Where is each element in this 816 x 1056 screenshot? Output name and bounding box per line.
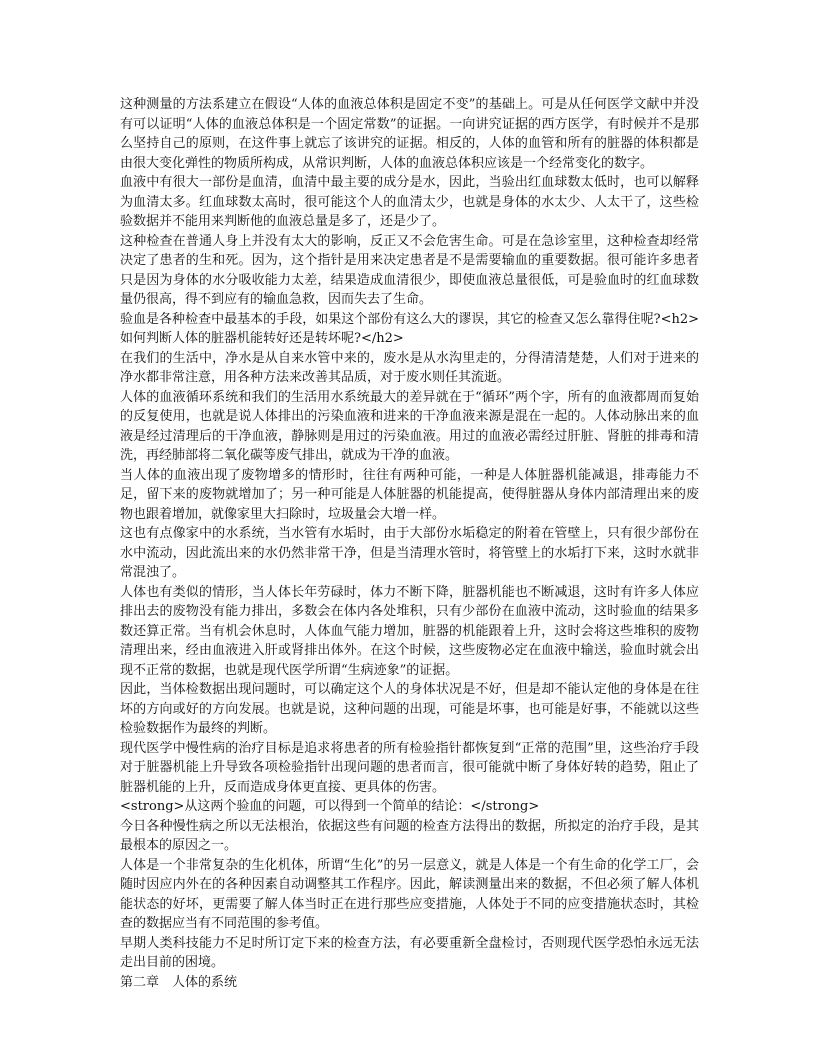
paragraph-waste-increase: 当人体的血液出现了废物增多的情形时，往往有两种可能，一种是人体脏器机能减退，排毒能力不足，留下来的废物就增加了；另一种可能是人体脏器的机能提高，使得脏器从身体内部清理出来的废物也跟着增加，就像家里大扫除时，垃圾量会大增一样。	[120, 467, 699, 522]
paragraph-conclusion-uncertain: 因此，当体检数据出现问题时，可以确定这个人的身体状况是不好，但是却不能认定他的身体是在往坏的方向或好的方向发展。也就是说，这种问题的出现，可能是坏事，也可能是好事，不能就以这些检验数据作为最终的判断。	[120, 682, 699, 736]
paragraph-strong-conclusion: <strong>从这两个验血的问题，可以得到一个简单的结论：</strong>	[120, 799, 540, 814]
paragraph-blood-volume-assumption: 这种测量的方法系建立在假设“人体的血液总体积是固定不变”的基础上。可是从任何医学文献中并没有可以证明“人体的血液总体积是一个固定常数”的证据。一向讲究证据的西方医学，有时候并不是那么坚持自己的原则，在这件事上就忘了该讲究的证据。相反的，人体的血管和所有的脏器的体积都是由很大变化弹性的物质所构成，从常识判断，人体的血液总体积应该是一个经常变化的数字。	[120, 97, 699, 171]
paragraph-emergency-room: 这种检查在普通人身上并没有太大的影响，反正又不会危害生命。可是在急诊室里，这种检查却经常决定了患者的生和死。因为，这个指针是用来决定患者是不是需要输血的重要数据。很可能许多患者只是因为身体的水分吸收能力太差，结果造成血清很少，即使血液总量很低，可是验血时的红血球数量仍很高，得不到应有的输血急救，因而失去了生命。	[120, 233, 699, 307]
paragraph-water-system: 在我们的生活中，净水是从自来水管中来的，废水是从水沟里走的，分得清清楚楚，人们对于进来的净水都非常注意，用各种方法来改善其品质，对于废水则任其流逝。	[120, 350, 699, 385]
paragraph-pipe-scale: 这也有点像家中的水系统，当水管有水垢时，由于大部份水垢稳定的附着在管壁上，只有很少部份在水中流动，因此流出来的水仍然非常干净，但是当清理水管时，将管壁上的水垢打下来，这时水就非常混浊了。	[120, 526, 699, 580]
paragraph-chronic-treatment: 现代医学中慢性病的治疗目标是追求将患者的所有检验指针都恢复到“正常的范围”里，这些治疗手段对于脏器机能上升导致各项检验指针出现问题的患者而言，很可能就中断了身体好转的趋势，阻止了脏器机能的上升，反而造成身体更直接、更具体的伤害。	[120, 740, 699, 795]
document-body	[120, 95, 699, 992]
paragraph-blood-test-basis: 验血是各种检查中最基本的手段，如果这个部份有这么大的谬误，其它的检查又怎么靠得住呢?<h2>如何判断人体的脏器机能转好还是转坏呢?</h2>	[120, 311, 699, 346]
paragraph-serum-explanation: 血液中有很大一部份是血清，血清中最主要的成分是水，因此，当验出红血球数太低时，也可以解释为血清太多。红血球数太高时，很可能这个人的血清太少，也就是身体的水太少、人太干了，这些检验数据并不能用来判断他的血液总量是多了，还是少了。	[120, 175, 699, 229]
chapter-heading: 第二章 人体的系统	[120, 974, 238, 990]
paragraph-root-cause: 今日各种慢性病之所以无法根治，依据这些有问题的检查方法得出的数据，所拟定的治疗手段，是其最根本的原因之一。	[120, 818, 699, 853]
paragraph-fatigue: 人体也有类似的情形，当人体长年劳碌时，体力不断下降，脏器机能也不断减退，这时有许多人体应排出去的废物没有能力排出，多数会在体内各处堆积，只有少部份在血液中流动，这时验血的结果多数还算正常。当有机会休息时，人体血气能力增加，脏器的机能跟着上升，这时会将这些堆积的废物清理出来，经由血液进入肝或肾排出体外。在这个时候，这些废物必定在血液中输送，验血时就会出现不正常的数据，也就是现代医学所谓“生病迹象”的证据。	[120, 584, 699, 678]
paragraph-circulation: 人体的血液循环系统和我们的生活用水系统最大的差异就在于“循环”两个字，所有的血液都周而复始的反复使用，也就是说人体排出的污染血液和进来的干净血液来源是混在一起的。人体动脉出来的血液是经过清理后的干净血液，静脉则是用过的污染血液。用过的血液必需经过肝脏、肾脏的排毒和清洗，再经肺部将二氧化碳等废气排出，就成为干净的血液。	[120, 389, 699, 463]
paragraph-review-methods: 早期人类科技能力不足时所订定下来的检查方法，有必要重新全盘检讨，否则现代医学恐怕永远无法走出目前的困境。	[120, 935, 699, 970]
paragraph-chemical-factory: 人体是一个非常复杂的生化机体，所谓“生化”的另一层意义，就是人体是一个有生命的化学工厂，会随时因应内外在的各种因素自动调整其工作程序。因此，解读测量出来的数据，不但必须了解人体机能状态的好坏，更需要了解人体当时正在进行那些应变措施，人体处于不同的应变措施状态时，其检查的数据应当有不同范围的参考值。	[120, 857, 699, 931]
